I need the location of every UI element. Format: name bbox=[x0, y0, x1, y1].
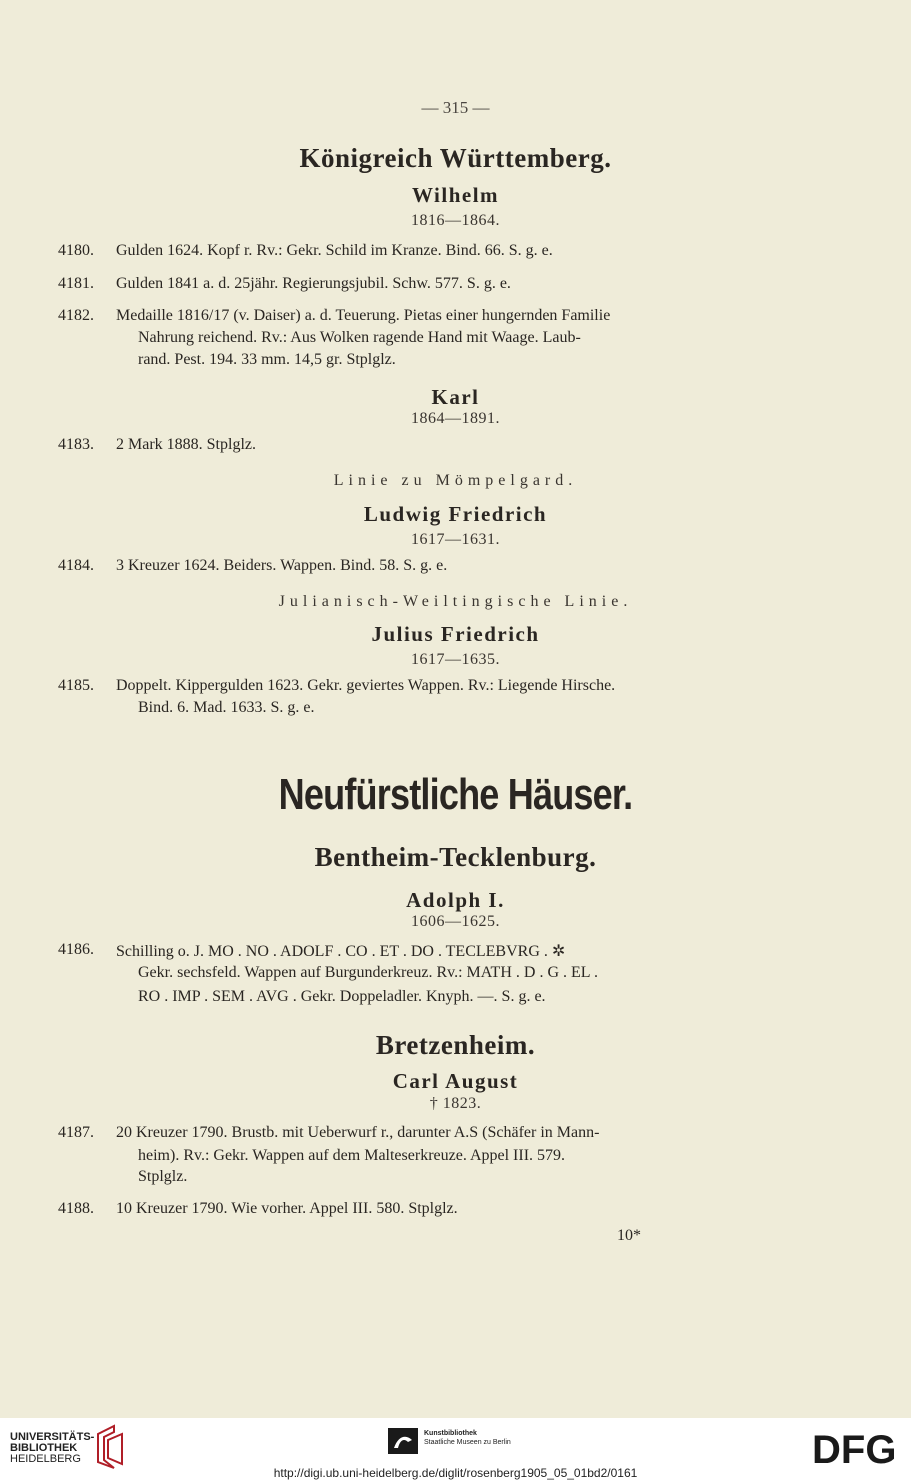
entry-number: 4186. bbox=[58, 941, 94, 958]
entry-number: 4181. bbox=[58, 275, 94, 292]
source-url[interactable]: http://digi.ub.uni-heidelberg.de/diglit/rosenberg1905_05_01bd2/0161 bbox=[273, 1466, 638, 1480]
entry-number: 4183. bbox=[58, 436, 94, 453]
entry-number: 4184. bbox=[58, 557, 94, 574]
ruler-wilhelm: Wilhelm bbox=[411, 183, 500, 207]
kb-title: Kunstbibliothek bbox=[424, 1430, 477, 1437]
ub-heidelberg-logo-icon bbox=[92, 1424, 128, 1472]
dates-karl: 1864—1891. bbox=[411, 410, 500, 427]
entry-text: 20 Kreuzer 1790. Brustb. mit Ueberwurf r., darunter A.S (Schäfer in Mann- bbox=[116, 1124, 600, 1141]
line-heading-julianisch: Julianisch-Weiltingische Linie. bbox=[278, 593, 633, 610]
ruler-adolph: Adolph I. bbox=[406, 888, 505, 912]
entry-text: rand. Pest. 194. 33 mm. 14,5 gr. Stplglz. bbox=[138, 351, 396, 368]
section-heading: Neufürstliche Häuser. bbox=[278, 770, 633, 819]
entry-text: Bind. 6. Mad. 1633. S. g. e. bbox=[138, 699, 315, 716]
line-heading-moempelgard: Linie zu Mömpelgard. bbox=[333, 472, 578, 489]
entry-number: 4187. bbox=[58, 1124, 94, 1141]
ruler-ludwig-friedrich: Ludwig Friedrich bbox=[363, 502, 548, 526]
dates-adolph: 1606—1625. bbox=[411, 913, 500, 930]
entry-text: 2 Mark 1888. Stplglz. bbox=[116, 436, 256, 453]
dates-carl-august: † 1823. bbox=[429, 1095, 482, 1112]
dates-julius-friedrich: 1617—1635. bbox=[411, 651, 500, 668]
dates-ludwig-friedrich: 1617—1631. bbox=[411, 531, 500, 548]
entry-text: Doppelt. Kippergulden 1623. Gekr. geviertes Wappen. Rv.: Liegende Hirsche. bbox=[116, 677, 616, 694]
entry-text: 3 Kreuzer 1624. Beiders. Wappen. Bind. 58. S. g. e. bbox=[116, 557, 448, 574]
ub-line: HEIDELBERG bbox=[10, 1453, 81, 1465]
entry-text: heim). Rv.: Gekr. Wappen auf dem Malteserkreuze. Appel III. 579. bbox=[138, 1147, 566, 1164]
entry-text: Gulden 1841 a. d. 25jähr. Regierungsjubil. Schw. 577. S. g. e. bbox=[116, 275, 511, 292]
ruler-julius-friedrich: Julius Friedrich bbox=[371, 622, 540, 646]
entry-text: Schilling o. J. MO . NO . ADOLF . CO . ET . DO . TECLEBVRG . ✲ bbox=[116, 943, 566, 960]
entry-text: Nahrung reichend. Rv.: Aus Wolken ragende Hand mit Waage. Laub- bbox=[138, 329, 581, 346]
heading-kingdom: Königreich Württemberg. bbox=[299, 143, 612, 173]
heading-bentheim-tecklenburg: Bentheim-Tecklenburg. bbox=[314, 842, 597, 872]
entry-number: 4188. bbox=[58, 1200, 94, 1217]
dfg-text: DFG bbox=[812, 1428, 897, 1469]
entry-number: 4180. bbox=[58, 242, 94, 259]
dates-wilhelm: 1816—1864. bbox=[411, 212, 500, 229]
kunstbibliothek-logo-icon bbox=[388, 1428, 418, 1454]
kb-subtitle: Staatliche Museen zu Berlin bbox=[424, 1439, 511, 1446]
entry-text: Gekr. sechsfeld. Wappen auf Burgunderkreuz. Rv.: MATH . D . G . EL . bbox=[138, 964, 598, 981]
kunstbibliothek-text bbox=[424, 1429, 511, 1447]
ub-heidelberg-text bbox=[10, 1432, 94, 1465]
entry-text: Stplglz. bbox=[138, 1168, 188, 1185]
ub-line: BIBLIOTHEK bbox=[10, 1442, 78, 1454]
entry-number: 4182. bbox=[58, 307, 94, 324]
entry-text: Medaille 1816/17 (v. Daiser) a. d. Teuerung. Pietas einer hungernden Familie bbox=[116, 307, 611, 324]
entry-number: 4185. bbox=[58, 677, 94, 694]
ruler-carl-august: Carl August bbox=[392, 1069, 519, 1093]
page-number: — 315 — bbox=[421, 98, 490, 117]
ruler-karl: Karl bbox=[431, 385, 480, 409]
entry-text: Gulden 1624. Kopf r. Rv.: Gekr. Schild im Kranze. Bind. 66. S. g. e. bbox=[116, 242, 553, 259]
dfg-logo-icon bbox=[810, 1425, 902, 1469]
heading-bretzenheim: Bretzenheim. bbox=[375, 1030, 536, 1060]
signature-mark: 10* bbox=[617, 1227, 641, 1244]
ub-line: UNIVERSITÄTS- bbox=[10, 1431, 95, 1443]
entry-text: RO . IMP . SEM . AVG . Gekr. Doppeladler. Knyph. —. S. g. e. bbox=[138, 988, 546, 1005]
entry-text: 10 Kreuzer 1790. Wie vorher. Appel III. 580. Stplglz. bbox=[116, 1200, 458, 1217]
